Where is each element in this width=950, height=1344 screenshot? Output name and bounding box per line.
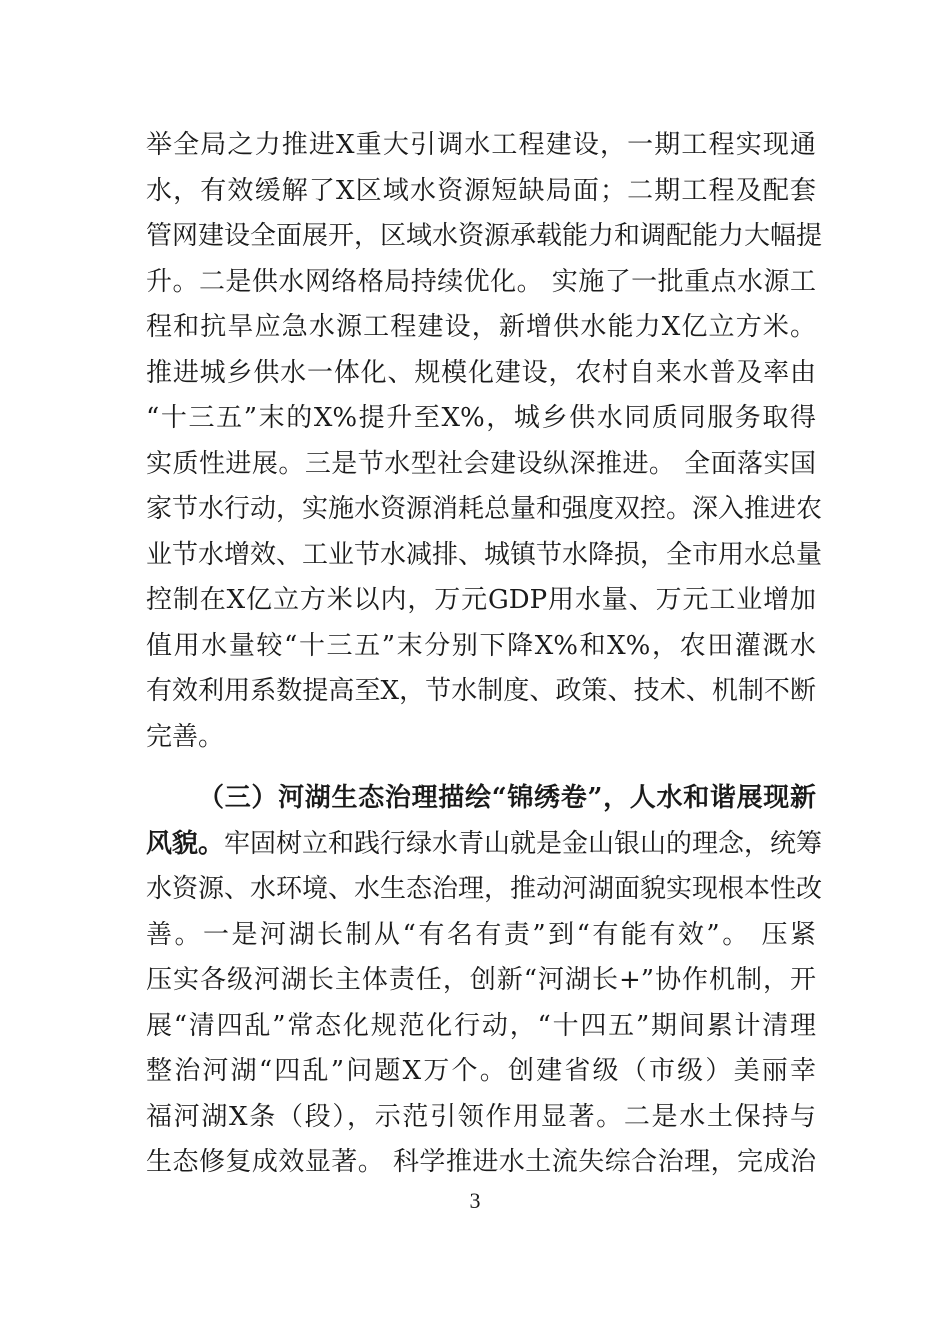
text-line: 推进城乡供水一体化、规模化建设，农村自来水普及率由 [146, 357, 816, 388]
page-number: 3 [469, 1188, 481, 1213]
text-line: 完善。 [146, 721, 225, 752]
text-line: 有效利用系数提高至X，节水制度、政策、技术、机制不断 [146, 676, 816, 706]
text-line: 升。二是供水网络格局持续优化。 实施了一批重点水源工 [146, 266, 816, 297]
section-heading-end: 风貌。 [146, 828, 225, 859]
text-line: 善。一是河湖长制从“有名有责”到“有能有效”。 压紧 [146, 919, 816, 950]
text-line: 水资源、水环境、水生态治理，推动河湖面貌实现根本性改 [146, 874, 823, 904]
text-line: 控制在X亿立方米以内，万元GDP用水量、万元工业增加 [146, 585, 816, 615]
text-line: 管网建设全面展开，区域水资源承载能力和调配能力大幅提 [146, 221, 823, 251]
text-line: “十三五”末的X%提升至X%，城乡供水同质同服务取得 [146, 403, 816, 433]
text-line: 实质性进展。三是节水型社会建设纵深推进。 全面落实国 [146, 448, 816, 479]
text-line: 福河湖X条（段），示范引领作用显著。二是水土保持与 [146, 1101, 816, 1132]
text-line: 值用水量较“十三五”末分别下降X%和X%，农田灌溉水 [146, 630, 816, 661]
body-text [146, 123, 823, 1186]
text-line: 生态修复成效显著。 科学推进水土流失综合治理，完成治 [146, 1147, 816, 1177]
section-heading: （三）河湖生态治理描绘“锦绣卷”，人水和谐展现新 [198, 783, 816, 813]
text-line: 压实各级河湖长主体责任，创新“河湖长+”协作机制，开 [146, 965, 816, 995]
text-line [146, 822, 823, 868]
text-line: 程和抗旱应急水源工程建设，新增供水能力X亿立方米。 [146, 312, 816, 342]
text-line: 展“清四乱”常态化规范化行动，“十四五”期间累计清理 [146, 1010, 816, 1041]
paragraph-gap [146, 760, 816, 776]
text-line: 举全局之力推进X重大引调水工程建设，一期工程实现通 [146, 130, 816, 160]
text-line: 水，有效缓解了X区域水资源短缺局面；二期工程及配套 [146, 175, 816, 206]
text-line: 家节水行动，实施水资源消耗总量和强度双控。深入推进农 [146, 494, 823, 524]
paragraph-2-start: 牢固树立和践行绿水青山就是金山银山的理念，统筹 [224, 828, 823, 859]
text-line: 业节水增效、工业节水减排、城镇节水降损，全市用水总量 [146, 539, 823, 570]
text-line: 整治河湖“四乱”问题X万个。创建省级（市级）美丽幸 [146, 1056, 816, 1086]
